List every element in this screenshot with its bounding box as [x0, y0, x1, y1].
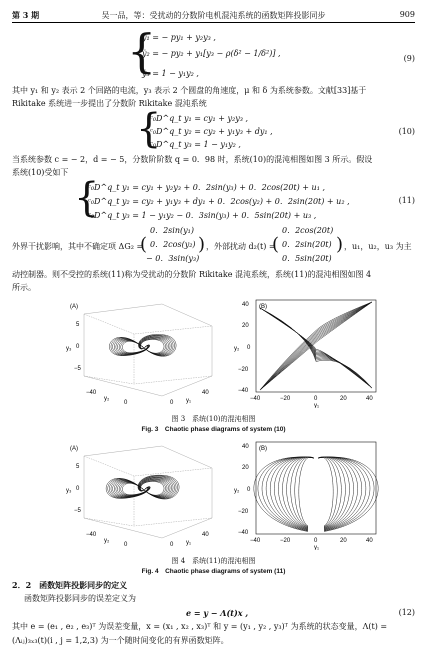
fig3b-ytick: −40: [238, 388, 249, 394]
fig4b-ylabel: y₂: [234, 488, 240, 494]
matrix2-r1: 0．2cos(20t): [282, 226, 334, 235]
para3-line2: 动控制器。则不受控的系统(11)称为受扰动的分数阶 Rikitake 混沌系统，系统(11)的混沌相图如图 4: [12, 270, 372, 279]
section-title: 2．2 函数矩阵投影同步的定义: [12, 580, 128, 590]
fig4b-xtick: 0: [314, 538, 318, 544]
fig3a-attractor: [109, 334, 176, 356]
fig3a-ytick: 0: [170, 400, 174, 406]
fig3b-xtick: 0: [314, 396, 318, 402]
fig3b-ytick: 20: [242, 323, 249, 329]
para4-line2: (Λᵢⱼ)₃ₓ₃(t)(i , j = 1,2,3) 为一个随时间变化的有界函数矩阵。: [12, 636, 229, 645]
para3-pre: 外界干扰影响，其中不确定项 ΔG₂ =: [12, 242, 144, 251]
fig4b-xtick: −40: [250, 538, 261, 544]
para1-line2: Rikitake 系统进一步提出了分数阶 Rikitake 混沌系统: [12, 99, 207, 108]
para4-line1: 其中 e = (e₁ , e₂ , e₃)ᵀ 为误差变量，x = (x₁ , x₂ , x₃)ᵀ 和 y = (y₁ , y₂ , y₃)ᵀ 为系统的状态变量，Λ(t) =: [12, 622, 388, 631]
fig4a-xtick: 0: [124, 542, 128, 548]
fig4a-ztick2: −5: [74, 508, 81, 514]
fig4b-label: (B): [259, 446, 267, 452]
fig4b-xtick: −20: [280, 538, 291, 544]
fig3-panel-a: [62, 296, 224, 406]
matrix2-rbracket: ): [336, 234, 344, 255]
matrix1-r3: − 0．3sin(y₃): [146, 254, 200, 263]
fig4-caption-en: Fig. 4 Chaotic phase diagrams of system (11): [141, 568, 286, 575]
para2-line2: 系统(10)受如下: [12, 168, 69, 177]
fig4b-ytick: −40: [238, 530, 249, 536]
section-intro: 函数矩阵投影同步的误差定义为: [24, 594, 136, 603]
fig4b-ytick: −20: [238, 509, 249, 515]
fig4a-xlabel: y₂: [104, 538, 110, 544]
fig4a-ylabel: y₁: [186, 540, 192, 546]
matrix2-r3: 0．5sin(20t): [282, 254, 332, 263]
matrix1-rbracket: ): [198, 234, 206, 255]
fig3b-xtick: 40: [366, 396, 373, 402]
fig4b-attractor: [254, 457, 378, 531]
fig4a-ytick: 40: [202, 532, 209, 538]
fig3a-zlabel: y₃: [66, 346, 72, 352]
fig3b-xtick: 20: [340, 396, 347, 402]
eq12-number: (12): [398, 608, 415, 617]
matrix2-lbracket: (: [272, 234, 280, 255]
fig3a-ytick: 40: [202, 390, 209, 396]
fig3a-xtick: 0: [124, 400, 128, 406]
fig3b-label: (B): [259, 304, 267, 310]
eq11-line3: ᶜ₀D^q_t y₃ = 1 − y₁y₂ − 0．3sin(y₃) + 0．5sin(20t) + u₃ ,: [88, 211, 317, 220]
eq12: e = y − Λ(t)x ,: [186, 608, 249, 618]
matrix1-r2: 0．2cos(y₂): [150, 240, 196, 249]
fig4b-xtick: 40: [366, 538, 373, 544]
eq10-number: (10): [398, 127, 415, 136]
matrix1-lbracket: (: [140, 234, 148, 255]
para1-line1: 其中 y₁ 和 y₂ 表示 2 个回路的电流，y₃ 表示 2 个圆盘的角速度，μ 和 δ 为系统参数。文献[33]基于: [12, 86, 367, 95]
eq11-line1: ᶜ₀D^q_t y₁ = cy₁ + y₂y₃ + 0．2sin(y₃) + 0．2cos(20t) + u₁ ,: [88, 183, 325, 192]
fig3a-ylabel: y₁: [186, 398, 192, 404]
fig4-caption-cn: 图 4 系统(11)的混沌相图: [171, 557, 256, 565]
para2-line1: 当系统参数 c = − 2，d = − 5，分数阶阶数 q = 0．98 时，系统(10)的混沌相图如图 3 所示。假设: [12, 155, 373, 164]
fig4b-ytick: 20: [242, 465, 249, 471]
fig3b-ytick: −20: [238, 367, 249, 373]
eq9-number: (9): [403, 54, 415, 63]
fig3b-ytick: 40: [242, 302, 249, 308]
fig4a-attractor: [106, 475, 179, 499]
fig3a-ztick0: 5: [76, 322, 80, 328]
para3-post: ，u₁，u₂，u₃ 为主: [344, 242, 412, 251]
running-header: [12, 8, 415, 23]
fig4a-ztick1: 0: [76, 486, 80, 492]
fig4-panel-a: [62, 438, 224, 548]
fig3a-xlabel: y₂: [104, 396, 110, 402]
fig3a-xtick: −40: [86, 390, 97, 396]
fig4a-label: (A): [70, 446, 78, 452]
fig3b-attractor: [260, 302, 372, 390]
fig3b-ytick: 0: [247, 345, 251, 351]
fig3-caption-cn: 图 3 系统(10)的混沌相图: [171, 415, 256, 423]
eq10-line3: ᶜ₀D^q_t y₃ = 1 − y₁y₂ ,: [150, 140, 241, 149]
matrix2-r2: 0．2sin(20t): [282, 240, 332, 249]
fig4-panel-b: [232, 438, 382, 550]
matrix1-r1: 0．2sin(y₁): [150, 226, 194, 235]
fig3a-label: (A): [70, 304, 78, 310]
para3-line3: 所示。: [12, 283, 36, 292]
eq9-line3: ẏ₃ = 1 − y₁y₂ ,: [142, 69, 199, 78]
eq11-brace: {: [74, 175, 100, 221]
fig3-panel-b: [232, 296, 382, 408]
running-title: 吴一品，等：受扰动的分数阶电机混沌系统的函数矩阵投影同步: [101, 11, 326, 20]
fig3b-ylabel: y₂: [234, 346, 240, 352]
fig3b-xtick: −20: [280, 396, 291, 402]
fig3b-xtick: −40: [250, 396, 261, 402]
eq10-line1: ᶜ₀D^q_t y₁ = cy₁ + y₂y₃ ,: [150, 114, 249, 123]
fig4a-ztick0: 5: [76, 464, 80, 470]
fig4a-zlabel: y₃: [66, 488, 72, 494]
page-number: 909: [399, 10, 415, 19]
eq9-line1: ẏ₁ = − py₁ + y₂y₃ ,: [142, 33, 216, 42]
eq10-line2: ᶜ₀D^q_t y₂ = cy₂ + y₁y₃ + dy₁ ,: [150, 127, 273, 136]
fig4a-ytick: 0: [170, 542, 174, 548]
fig3-caption-en: Fig. 3 Chaotic phase diagrams of system (10): [141, 426, 286, 433]
fig3b-xlabel: y₁: [314, 403, 320, 408]
eq9-brace: {: [127, 24, 157, 78]
para3-mid: ，外部扰动 d₂(t) =: [206, 242, 276, 251]
eq11-number: (11): [398, 196, 415, 205]
eq10-brace: {: [136, 106, 162, 152]
fig4b-ytick: 40: [242, 444, 249, 450]
issue-number: 第 3 期: [12, 10, 40, 20]
fig3a-ztick2: −5: [74, 366, 81, 372]
eq9-line2: ẏ₂ = − py₂ + y₁[y₃ − ρ(δ² − 1/δ²)] ,: [142, 49, 281, 58]
fig4b-ytick: 0: [247, 487, 251, 493]
fig4a-xtick: −40: [86, 532, 97, 538]
eq11-line2: ᶜ₀D^q_t y₂ = cy₂ + y₁y₃ + dy₁ + 0．2cos(y₂) + 0．2sin(20t) + u₂ ,: [88, 197, 350, 206]
fig4b-xtick: 20: [340, 538, 347, 544]
fig4b-xlabel: y₁: [314, 545, 320, 550]
fig3a-ztick1: 0: [76, 344, 80, 350]
